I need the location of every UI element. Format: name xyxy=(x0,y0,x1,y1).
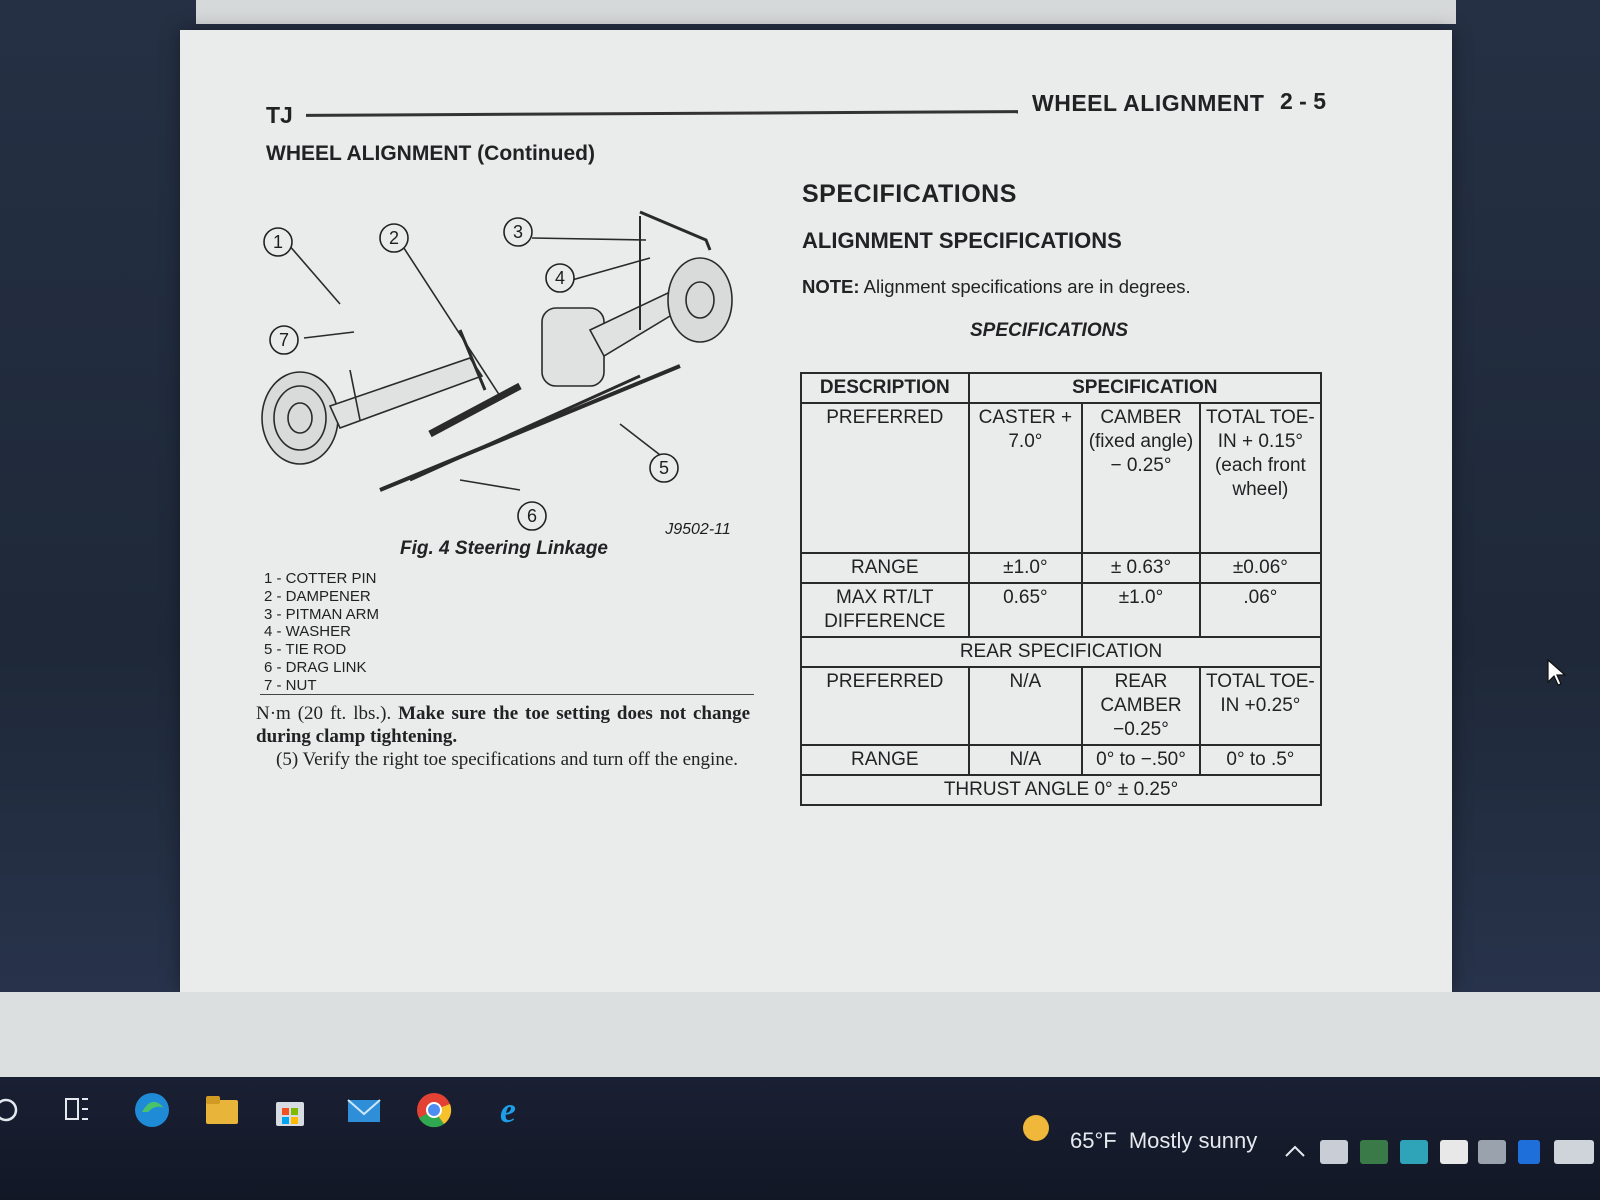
cell-rear-preferred-caster: N/A xyxy=(969,667,1083,745)
cell-rear-preferred-label: PREFERRED xyxy=(801,667,969,745)
cell-range-camber: ± 0.63° xyxy=(1082,553,1200,583)
table-head-specification: SPECIFICATION xyxy=(969,373,1321,403)
file-explorer-icon[interactable] xyxy=(200,1088,244,1132)
torque-text: N·m (20 ft. lbs.). xyxy=(256,703,399,724)
cell-maxdiff-camber: ±1.0° xyxy=(1082,583,1200,637)
callout-1: 1 xyxy=(272,232,284,252)
manual-page xyxy=(180,30,1452,992)
callout-6: 6 xyxy=(526,506,538,526)
figure-legend xyxy=(264,570,379,695)
tray-monitor-icon[interactable] xyxy=(1320,1140,1348,1164)
tray-network-icon[interactable] xyxy=(1478,1140,1506,1164)
figure-caption: Fig. 4 Steering Linkage xyxy=(400,538,608,559)
section-title: WHEEL ALIGNMENT (Continued) xyxy=(266,142,595,165)
procedure-text xyxy=(256,702,750,771)
cell-rear-preferred-camber: REAR CAMBER −0.25° xyxy=(1082,667,1200,745)
tray-nvidia-icon[interactable] xyxy=(1360,1140,1388,1164)
internet-explorer-icon[interactable] xyxy=(486,1088,530,1132)
chevron-up-icon[interactable] xyxy=(1282,1140,1308,1164)
chrome-icon[interactable] xyxy=(412,1088,456,1132)
table-title: SPECIFICATIONS xyxy=(970,320,1128,341)
cell-range-caster: ±1.0° xyxy=(969,553,1083,583)
legend-item: 5 - TIE ROD xyxy=(264,641,347,659)
cell-rear-range-camber: 0° to −.50° xyxy=(1082,745,1200,775)
note-label: NOTE: xyxy=(802,276,860,297)
alignment-specifications-heading: ALIGNMENT SPECIFICATIONS xyxy=(802,228,1122,253)
caution-text: Make sure the toe setting does not change during clamp tightening. xyxy=(256,703,751,747)
cell-rear-range-caster: N/A xyxy=(969,745,1083,775)
callout-7: 7 xyxy=(278,330,290,350)
cell-preferred-camber: CAMBER (fixed angle) − 0.25° xyxy=(1082,403,1200,553)
callout-5: 5 xyxy=(658,458,670,478)
rear-spec-header: REAR SPECIFICATION xyxy=(801,637,1321,667)
task-view-icon[interactable] xyxy=(60,1088,94,1132)
cell-rear-preferred-toe: TOTAL TOE-IN +0.25° xyxy=(1200,667,1321,745)
legend-item: 2 - DAMPENER xyxy=(264,587,371,605)
header-model: TJ xyxy=(266,102,293,128)
legend-item: 4 - WASHER xyxy=(264,623,351,641)
bluetooth-icon[interactable] xyxy=(1518,1140,1540,1164)
weather-temperature: 65°F xyxy=(1070,1128,1117,1153)
legend-item: 1 - COTTER PIN xyxy=(264,570,377,587)
cell-rear-range-label: RANGE xyxy=(801,745,969,775)
weather-widget[interactable] xyxy=(1070,1128,1257,1154)
page-number: 2 - 5 xyxy=(1280,88,1327,114)
legend-item: 6 - DRAG LINK xyxy=(264,658,367,676)
thrust-angle-row: THRUST ANGLE 0° ± 0.25° xyxy=(801,775,1321,805)
callout-3: 3 xyxy=(512,222,524,242)
figure-code: J9502-11 xyxy=(665,521,731,538)
alignment-spec-table xyxy=(800,372,1322,806)
cell-maxdiff-label: MAX RT/LT DIFFERENCE xyxy=(801,583,969,637)
step-5-text: (5) Verify the right toe specifications and turn off the engine. xyxy=(276,749,739,770)
search-circle-icon[interactable] xyxy=(0,1088,24,1132)
table-head-description: DESCRIPTION xyxy=(801,373,969,403)
tray-app-icon[interactable] xyxy=(1400,1140,1428,1164)
cell-maxdiff-toe: .06° xyxy=(1200,583,1321,637)
cell-range-toe: ±0.06° xyxy=(1200,553,1321,583)
cell-rear-range-toe: 0° to .5° xyxy=(1200,745,1321,775)
previous-page-edge xyxy=(196,0,1456,24)
legend-item: 3 - PITMAN ARM xyxy=(264,605,380,623)
cell-preferred-caster: CASTER + 7.0° xyxy=(969,403,1083,553)
svg-text:e: e xyxy=(500,1090,516,1130)
tray-security-icon[interactable] xyxy=(1440,1140,1468,1164)
callout-4: 4 xyxy=(554,268,566,288)
steering-linkage-figure xyxy=(260,180,750,540)
text-divider xyxy=(260,694,754,695)
mouse-cursor-icon xyxy=(1546,658,1568,688)
tray-keyboard-icon[interactable] xyxy=(1554,1140,1594,1164)
cell-preferred-label: PREFERRED xyxy=(801,403,969,553)
note-text: Alignment specifications are in degrees. xyxy=(859,276,1191,297)
store-icon[interactable] xyxy=(268,1088,312,1132)
edge-icon[interactable] xyxy=(130,1088,174,1132)
callout-2: 2 xyxy=(388,228,400,248)
cell-range-label: RANGE xyxy=(801,553,969,583)
weather-condition: Mostly sunny xyxy=(1128,1128,1258,1153)
weather-sun-icon[interactable] xyxy=(1018,1110,1058,1150)
legend-item: 7 - NUT xyxy=(264,676,317,694)
cell-maxdiff-caster: 0.65° xyxy=(969,583,1083,637)
header-rule xyxy=(306,110,1018,117)
cell-preferred-toe: TOTAL TOE-IN + 0.15° (each front wheel) xyxy=(1200,403,1321,553)
note xyxy=(802,276,1191,298)
mail-icon[interactable] xyxy=(342,1088,386,1132)
header-section: WHEEL ALIGNMENT xyxy=(1032,90,1265,116)
screen-bottom-area xyxy=(0,992,1600,1077)
specifications-heading: SPECIFICATIONS xyxy=(802,180,1017,208)
